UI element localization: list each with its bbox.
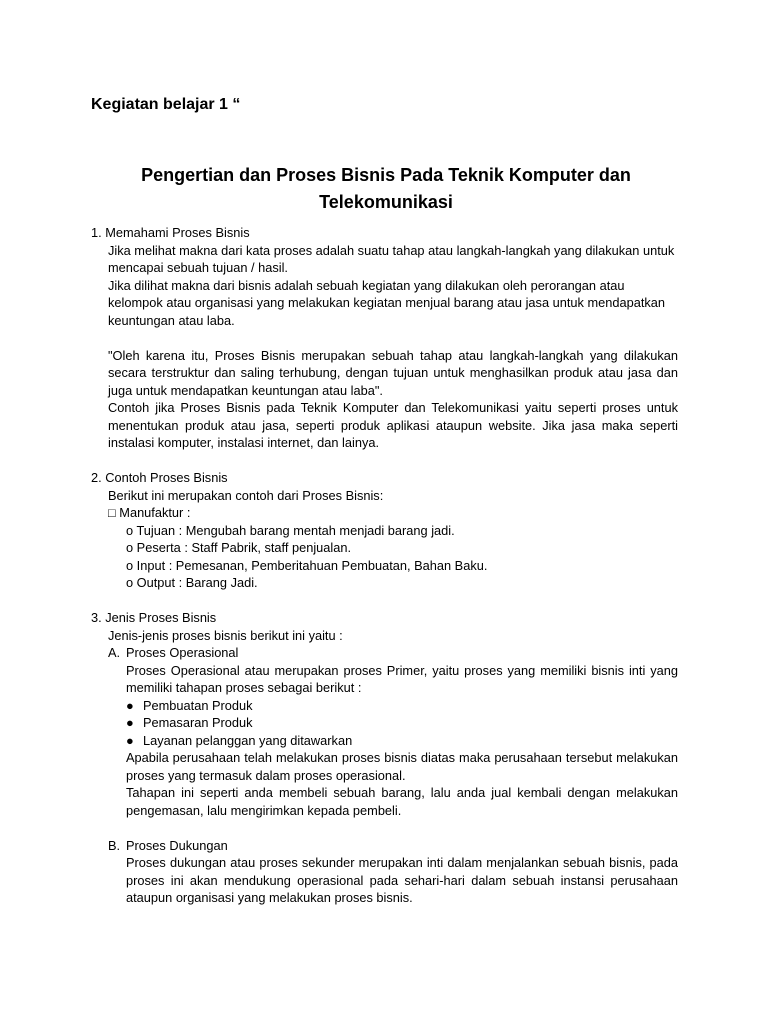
list-item: o Input : Pemesanan, Pemberitahuan Pembuatan, Bahan Baku.: [126, 557, 488, 573]
section-2-heading: 2. Contoh Proses Bisnis: [91, 470, 228, 485]
section-3-heading: 3. Jenis Proses Bisnis: [91, 610, 217, 625]
bullet-icon: ●: [126, 697, 134, 713]
document-body: [0, 224, 768, 907]
section-1-paragraph-1: Jika melihat makna dari kata proses adalah suatu tahap atau langkah-langkah yang dilakukan untuk mencapai sebuah tujuan / hasil.: [108, 242, 675, 275]
section-1-heading: 1. Memahami Proses Bisnis: [91, 225, 250, 240]
activity-heading: Kegiatan belajar 1 “: [91, 96, 241, 113]
section-1-paragraph-3: Contoh jika Proses Bisnis pada Teknik Komputer dan Telekomunikasi yaitu seperti proses untuk menentukan produk atau jasa, seperti produk aplikasi ataupun website. Jika jasa maka seperti instalasi komputer, instalasi internet, dan lainya.: [108, 400, 678, 450]
list-item: o Tujuan : Mengubah barang mentah menjadi barang jadi.: [126, 522, 455, 538]
bullet-item: ● Pembuatan Produk: [126, 697, 253, 713]
subsection-b-heading: B. Proses Dukungan: [108, 837, 228, 853]
bullet-icon: ●: [126, 732, 134, 748]
list-item: o Peserta : Staff Pabrik, staff penjualan.: [126, 540, 352, 555]
list-item: o Output : Barang Jadi.: [126, 575, 258, 590]
subsection-b-paragraph-1: Proses dukungan atau proses sekunder merupakan inti dalam menjalankan sebuah bisnis, pada proses ini akan mendukung operasional pada sehari-hari dalam sebuah instansi perusahaan ataupun organisasi yang melakukan proses bisnis.: [126, 855, 678, 905]
section-3-intro: Jenis-jenis proses bisnis berikut ini yaitu :: [108, 627, 343, 643]
title-line-1: Pengertian dan Proses Bisnis Pada Teknik Komputer dan: [141, 165, 631, 185]
section-2-intro: Berikut ini merupakan contoh dari Proses Bisnis:: [108, 487, 384, 503]
subsection-a-paragraph-3: Tahapan ini seperti anda membeli sebuah barang, lalu anda jual kembali dengan melakukan pengemasan, lalu mengirimkan kepada pembeli.: [126, 785, 678, 818]
section-2-label: □ Manufaktur :: [108, 505, 191, 520]
section-1-quote: "Oleh karena itu, Proses Bisnis merupakan sebuah tahap atau langkah-langkah yang dilakukan secara terstruktur dan saling terhubung, dengan tujuan untuk menghasilkan produk atau jasa dan juga untuk mendapatkan keuntungan atau laba".: [108, 347, 678, 398]
subsection-a-heading: A. Proses Operasional: [108, 645, 239, 660]
title-line-2: Telekomunikasi: [319, 192, 453, 212]
symbol-icon: □: [108, 505, 116, 520]
subsection-a-paragraph-1: Proses Operasional atau merupakan proses Primer, yaitu proses yang memiliki bisnis inti yang memiliki tahapan proses sebagai berikut :: [126, 662, 678, 695]
section-1-paragraph-2: Jika dilihat makna dari bisnis adalah sebuah kegiatan yang dilakukan oleh perorangan atau kelompok atau organisasi yang melakukan kegiatan menjual barang atau jasa untuk mendapatkan keuntungan atau laba.: [108, 277, 666, 328]
document-title: [100, 162, 672, 216]
subsection-a-paragraph-2: Apabila perusahaan telah melakukan proses bisnis diatas maka perusahaan tersebut melakukan proses yang termasuk dalam proses operasional.: [126, 750, 678, 783]
bullet-item: ● Layanan pelanggan yang ditawarkan: [126, 732, 353, 748]
bullet-icon: ●: [126, 715, 134, 730]
bullet-item: ● Pemasaran Produk: [126, 715, 253, 730]
